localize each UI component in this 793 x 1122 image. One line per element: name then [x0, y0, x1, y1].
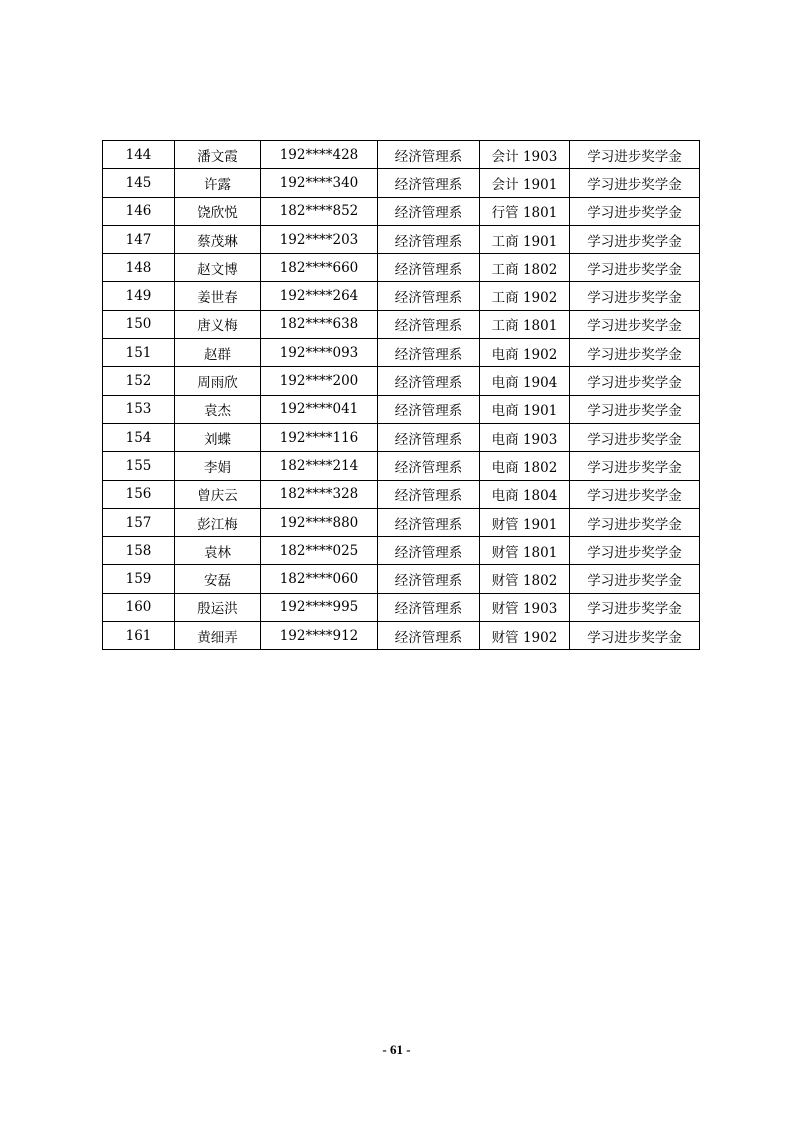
student-id-cell: 192****912: [261, 622, 378, 650]
class-name-cell: 工商 1802: [480, 254, 570, 282]
student-id-cell: 192****264: [261, 282, 378, 310]
row-number-cell: 159: [103, 565, 175, 593]
row-number-cell: 152: [103, 367, 175, 395]
department-cell: 经济管理系: [378, 565, 480, 593]
student-name-cell: 许露: [175, 169, 261, 197]
award-name-cell: 学习进步奖学金: [570, 282, 700, 310]
row-number-cell: 160: [103, 593, 175, 621]
row-number-cell: 154: [103, 423, 175, 451]
row-number-cell: 146: [103, 197, 175, 225]
table-row: [103, 480, 700, 508]
award-name-cell: 学习进步奖学金: [570, 537, 700, 565]
student-name-cell: 饶欣悦: [175, 197, 261, 225]
row-number-cell: 156: [103, 480, 175, 508]
class-name-cell: 电商 1901: [480, 395, 570, 423]
department-cell: 经济管理系: [378, 197, 480, 225]
award-name-cell: 学习进步奖学金: [570, 452, 700, 480]
student-name-cell: 殷运洪: [175, 593, 261, 621]
student-name-cell: 安磊: [175, 565, 261, 593]
table-row: [103, 395, 700, 423]
class-name-cell: 财管 1802: [480, 565, 570, 593]
table-row: [103, 225, 700, 253]
student-name-cell: 唐义梅: [175, 310, 261, 338]
row-number-cell: 151: [103, 339, 175, 367]
class-name-cell: 电商 1904: [480, 367, 570, 395]
student-id-cell: 182****638: [261, 310, 378, 338]
student-name-cell: 刘蝶: [175, 423, 261, 451]
class-name-cell: 会计 1903: [480, 141, 570, 169]
award-name-cell: 学习进步奖学金: [570, 310, 700, 338]
class-name-cell: 工商 1801: [480, 310, 570, 338]
department-cell: 经济管理系: [378, 339, 480, 367]
department-cell: 经济管理系: [378, 622, 480, 650]
department-cell: 经济管理系: [378, 452, 480, 480]
class-name-cell: 财管 1801: [480, 537, 570, 565]
department-cell: 经济管理系: [378, 480, 480, 508]
student-name-cell: 袁林: [175, 537, 261, 565]
table-row: [103, 622, 700, 650]
class-name-cell: 电商 1804: [480, 480, 570, 508]
table-row: [103, 197, 700, 225]
table-row: [103, 565, 700, 593]
student-id-cell: 192****428: [261, 141, 378, 169]
student-name-cell: 赵群: [175, 339, 261, 367]
department-cell: 经济管理系: [378, 537, 480, 565]
student-id-cell: 182****060: [261, 565, 378, 593]
class-name-cell: 行管 1801: [480, 197, 570, 225]
row-number-cell: 150: [103, 310, 175, 338]
student-id-cell: 182****025: [261, 537, 378, 565]
table-row: [103, 593, 700, 621]
award-name-cell: 学习进步奖学金: [570, 197, 700, 225]
award-name-cell: 学习进步奖学金: [570, 141, 700, 169]
class-name-cell: 会计 1901: [480, 169, 570, 197]
department-cell: 经济管理系: [378, 508, 480, 536]
department-cell: 经济管理系: [378, 225, 480, 253]
award-name-cell: 学习进步奖学金: [570, 225, 700, 253]
student-name-cell: 赵文博: [175, 254, 261, 282]
student-name-cell: 袁杰: [175, 395, 261, 423]
award-name-cell: 学习进步奖学金: [570, 565, 700, 593]
award-name-cell: 学习进步奖学金: [570, 169, 700, 197]
student-id-cell: 192****995: [261, 593, 378, 621]
student-id-cell: 182****214: [261, 452, 378, 480]
department-cell: 经济管理系: [378, 282, 480, 310]
table-row: [103, 367, 700, 395]
student-id-cell: 192****200: [261, 367, 378, 395]
table-body: [103, 141, 700, 650]
award-name-cell: 学习进步奖学金: [570, 254, 700, 282]
table-row: [103, 141, 700, 169]
row-number-cell: 157: [103, 508, 175, 536]
student-name-cell: 彭江梅: [175, 508, 261, 536]
row-number-cell: 145: [103, 169, 175, 197]
student-id-cell: 192****093: [261, 339, 378, 367]
student-name-cell: 黄细弄: [175, 622, 261, 650]
table-row: [103, 282, 700, 310]
student-name-cell: 曾庆云: [175, 480, 261, 508]
row-number-cell: 147: [103, 225, 175, 253]
student-id-cell: 192****340: [261, 169, 378, 197]
scholarship-table: [102, 140, 700, 650]
award-name-cell: 学习进步奖学金: [570, 480, 700, 508]
row-number-cell: 144: [103, 141, 175, 169]
table-row: [103, 169, 700, 197]
department-cell: 经济管理系: [378, 423, 480, 451]
class-name-cell: 电商 1902: [480, 339, 570, 367]
student-id-cell: 192****203: [261, 225, 378, 253]
award-name-cell: 学习进步奖学金: [570, 339, 700, 367]
class-name-cell: 工商 1901: [480, 225, 570, 253]
table-row: [103, 508, 700, 536]
award-name-cell: 学习进步奖学金: [570, 423, 700, 451]
student-name-cell: 李娟: [175, 452, 261, 480]
row-number-cell: 153: [103, 395, 175, 423]
student-id-cell: 192****880: [261, 508, 378, 536]
student-id-cell: 192****116: [261, 423, 378, 451]
table-row: [103, 310, 700, 338]
row-number-cell: 155: [103, 452, 175, 480]
class-name-cell: 电商 1802: [480, 452, 570, 480]
department-cell: 经济管理系: [378, 141, 480, 169]
row-number-cell: 149: [103, 282, 175, 310]
award-name-cell: 学习进步奖学金: [570, 508, 700, 536]
table-row: [103, 537, 700, 565]
class-name-cell: 电商 1903: [480, 423, 570, 451]
department-cell: 经济管理系: [378, 367, 480, 395]
class-name-cell: 财管 1901: [480, 508, 570, 536]
award-name-cell: 学习进步奖学金: [570, 395, 700, 423]
student-id-cell: 182****328: [261, 480, 378, 508]
page-number: - 61 -: [382, 1042, 411, 1057]
student-name-cell: 姜世春: [175, 282, 261, 310]
department-cell: 经济管理系: [378, 169, 480, 197]
row-number-cell: 161: [103, 622, 175, 650]
department-cell: 经济管理系: [378, 254, 480, 282]
student-id-cell: 192****041: [261, 395, 378, 423]
table-row: [103, 423, 700, 451]
department-cell: 经济管理系: [378, 310, 480, 338]
student-name-cell: 蔡茂琳: [175, 225, 261, 253]
class-name-cell: 财管 1902: [480, 622, 570, 650]
row-number-cell: 148: [103, 254, 175, 282]
award-name-cell: 学习进步奖学金: [570, 367, 700, 395]
department-cell: 经济管理系: [378, 593, 480, 621]
award-name-cell: 学习进步奖学金: [570, 593, 700, 621]
row-number-cell: 158: [103, 537, 175, 565]
table-row: [103, 452, 700, 480]
class-name-cell: 财管 1903: [480, 593, 570, 621]
award-name-cell: 学习进步奖学金: [570, 622, 700, 650]
student-id-cell: 182****660: [261, 254, 378, 282]
student-id-cell: 182****852: [261, 197, 378, 225]
table-row: [103, 339, 700, 367]
table-row: [103, 254, 700, 282]
student-name-cell: 潘文霞: [175, 141, 261, 169]
department-cell: 经济管理系: [378, 395, 480, 423]
student-name-cell: 周雨欣: [175, 367, 261, 395]
class-name-cell: 工商 1902: [480, 282, 570, 310]
